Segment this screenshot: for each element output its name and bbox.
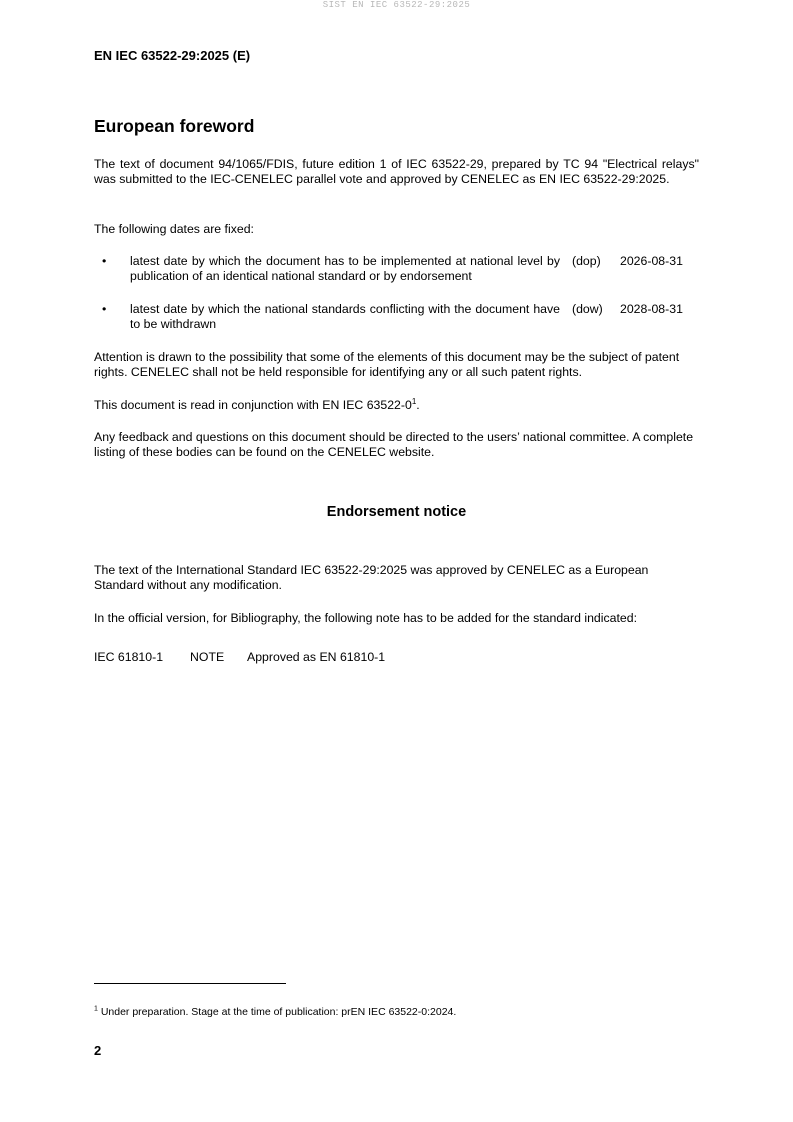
bullet-marker: • bbox=[102, 254, 107, 268]
dates-intro: The following dates are fixed: bbox=[94, 222, 254, 236]
note-label: NOTE bbox=[190, 650, 225, 664]
bullet-marker: • bbox=[102, 302, 107, 316]
page-number: 2 bbox=[94, 1043, 102, 1058]
footnote-reference[interactable]: 1 bbox=[411, 396, 417, 406]
bibliography-note bbox=[94, 650, 699, 666]
date-description: latest date by which the document has to be implemented at national level by publication of an identical national standard or by endorsement bbox=[130, 254, 560, 283]
foreword-title: European foreword bbox=[94, 116, 255, 136]
footnote-divider bbox=[94, 983, 286, 984]
patent-attention: Attention is drawn to the possibility that some of the elements of this document may be the subject of patent rights. CENELEC shall not be held responsible for identifying any or all such patent rights. bbox=[94, 350, 680, 379]
endorsement-official: In the official version, for Bibliography, the following note has to be added for the standard indicated: bbox=[94, 611, 638, 625]
date-abbreviation: (dow) bbox=[572, 302, 603, 316]
read-with-end: . bbox=[416, 398, 420, 412]
foreword-intro: The text of document 94/1065/FDIS, future edition 1 of IEC 63522-29, prepared by TC 94 "Electrical relays" was submitted to the IEC-CENELEC parallel vote and approved by CENELEC as EN IEC 63522-29:2025. bbox=[94, 157, 699, 186]
date-abbreviation: (dop) bbox=[572, 254, 601, 268]
watermark: SIST EN IEC 63522-29:2025 bbox=[322, 0, 471, 10]
date-item-dop bbox=[94, 254, 699, 286]
endorsement-title: Endorsement notice bbox=[326, 504, 467, 520]
footnote-text: Under preparation. Stage at the time of publication: prEN IEC 63522-0:2024. bbox=[97, 1006, 457, 1018]
note-standard: IEC 61810-1 bbox=[94, 650, 164, 664]
read-with-paragraph bbox=[94, 398, 699, 413]
date-item-dow bbox=[94, 302, 699, 334]
endorsement-approved: The text of the International Standard IEC 63522-29:2025 was approved by CENELEC as a European Standard without any modification. bbox=[94, 563, 649, 592]
read-with-text: This document is read in conjunction with EN IEC 63522-0 bbox=[94, 398, 412, 412]
date-value: 2028-08-31 bbox=[620, 302, 683, 316]
date-description: latest date by which the national standards conflicting with the document have to be withdrawn bbox=[130, 302, 560, 331]
note-text: Approved as EN 61810-1 bbox=[247, 650, 386, 664]
footnote bbox=[94, 1006, 699, 1019]
footnote-marker: 1 bbox=[94, 1005, 98, 1013]
feedback-paragraph: Any feedback and questions on this document should be directed to the users’ national committee. A complete listing of these bodies can be found on the CENELEC website. bbox=[94, 430, 694, 459]
date-value: 2026-08-31 bbox=[620, 254, 683, 268]
document-id: EN IEC 63522-29:2025 (E) bbox=[94, 48, 251, 63]
